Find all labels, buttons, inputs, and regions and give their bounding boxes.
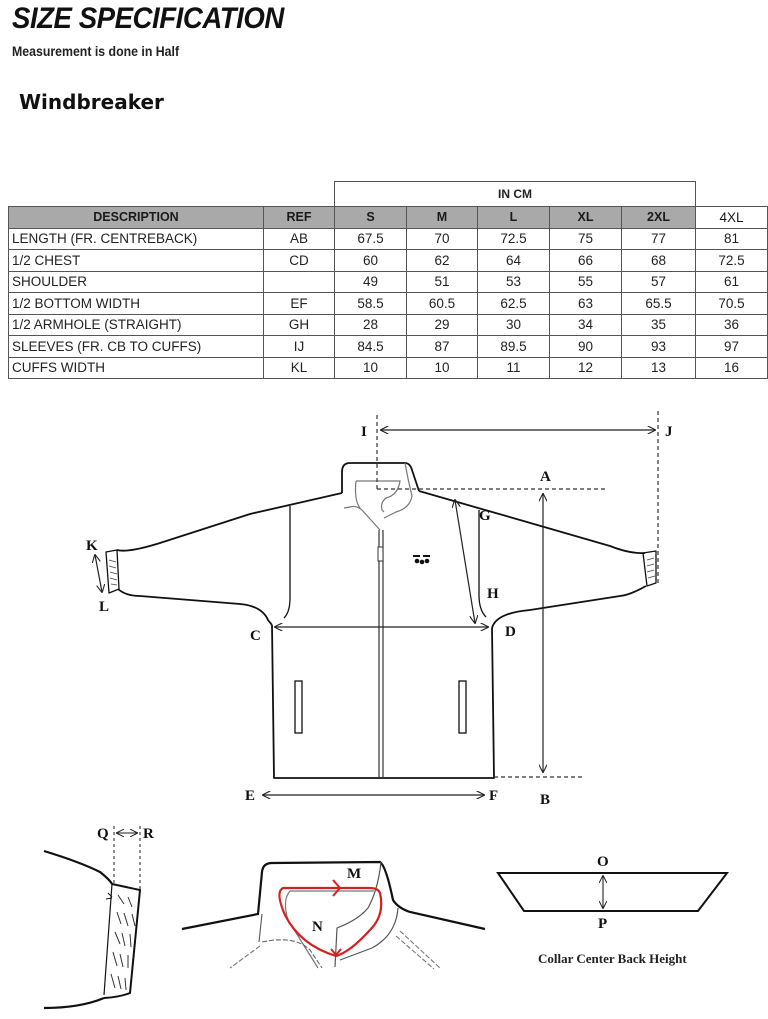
guide-lines (377, 411, 658, 777)
point-label-i: I (361, 424, 367, 440)
cell-2xl: 93 (622, 336, 696, 358)
column-header-2xl: 2XL (622, 207, 696, 229)
cell-xl: 55 (550, 271, 622, 293)
cell-2xl: 77 (622, 228, 696, 250)
column-header-m: M (407, 207, 478, 229)
cell-s: 10 (335, 357, 407, 379)
column-header-description: DESCRIPTION (9, 207, 264, 229)
row-description: 1/2 CHEST (9, 250, 264, 272)
cell-4xl: 72.5 (696, 250, 768, 272)
cell-4xl: 16 (696, 357, 768, 379)
collar-caption: Collar Center Back Height (538, 951, 687, 966)
row-description: CUFFS WIDTH (9, 357, 264, 379)
point-label-e: E (245, 788, 256, 804)
cell-m: 70 (407, 228, 478, 250)
column-header-ref: REF (264, 207, 335, 229)
point-label-l: L (99, 599, 110, 615)
cell-m: 87 (407, 336, 478, 358)
jacket-outline (106, 463, 656, 778)
row-ref: CD (264, 250, 335, 272)
column-header-s: S (335, 207, 407, 229)
left-pocket (295, 681, 302, 733)
page-title: SIZE SPECIFICATION (12, 2, 284, 35)
cell-m: 10 (407, 357, 478, 379)
cell-l: 89.5 (478, 336, 550, 358)
point-label-q: Q (97, 826, 109, 842)
row-description: 1/2 BOTTOM WIDTH (9, 293, 264, 315)
cell-l: 11 (478, 357, 550, 379)
cell-2xl: 13 (622, 357, 696, 379)
cell-xl: 12 (550, 357, 622, 379)
point-label-o: O (597, 854, 609, 870)
point-label-d: D (505, 624, 516, 640)
cell-4xl: 81 (696, 228, 768, 250)
cell-4xl: 61 (696, 271, 768, 293)
cuff-detail-diagram (44, 851, 140, 1008)
point-label-g: G (479, 508, 491, 524)
cell-s: 60 (335, 250, 407, 272)
cell-s: 28 (335, 314, 407, 336)
point-label-h: H (487, 586, 499, 602)
row-ref: EF (264, 293, 335, 315)
cell-s: 84.5 (335, 336, 407, 358)
collar-measure-loop (279, 888, 381, 956)
cuff-ribbing (109, 558, 655, 585)
cell-4xl: 36 (696, 314, 768, 336)
row-ref: IJ (264, 336, 335, 358)
zipper (378, 530, 383, 778)
cell-2xl: 35 (622, 314, 696, 336)
point-label-k: K (86, 538, 98, 554)
cell-4xl: 70.5 (696, 293, 768, 315)
cell-xl: 66 (550, 250, 622, 272)
point-label-p: P (598, 916, 608, 932)
garment-name: Windbreaker (19, 90, 164, 114)
right-pocket (459, 681, 466, 733)
cell-2xl: 68 (622, 250, 696, 272)
row-description: SLEEVES (FR. CB TO CUFFS) (9, 336, 264, 358)
cell-2xl: 65.5 (622, 293, 696, 315)
column-header-l: L (478, 207, 550, 229)
column-header-xl: XL (550, 207, 622, 229)
cell-s: 58.5 (335, 293, 407, 315)
point-label-r: R (143, 826, 154, 842)
cell-xl: 75 (550, 228, 622, 250)
cell-s: 67.5 (335, 228, 407, 250)
point-label-c: C (250, 628, 261, 644)
cell-l: 62.5 (478, 293, 550, 315)
point-label-n: N (312, 919, 323, 935)
cell-l: 53 (478, 271, 550, 293)
collar-detail-diagram (182, 862, 485, 969)
cell-s: 49 (335, 271, 407, 293)
measure-kl-arrow (95, 555, 102, 592)
row-description: SHOULDER (9, 271, 264, 293)
cell-m: 51 (407, 271, 478, 293)
row-ref: KL (264, 357, 335, 379)
point-label-b: B (540, 792, 551, 808)
row-description: 1/2 ARMHOLE (STRAIGHT) (9, 314, 264, 336)
row-ref: GH (264, 314, 335, 336)
measurement-note: Measurement is done in Half (12, 43, 180, 59)
cell-l: 30 (478, 314, 550, 336)
cell-2xl: 57 (622, 271, 696, 293)
cell-4xl: 97 (696, 336, 768, 358)
right-armhole-seam (479, 510, 486, 617)
cell-xl: 34 (550, 314, 622, 336)
cell-m: 29 (407, 314, 478, 336)
unit-label: IN CM (334, 181, 696, 206)
left-armhole-seam (284, 506, 290, 618)
measure-gh-arrow (455, 500, 475, 623)
cell-m: 62 (407, 250, 478, 272)
collar-shape-diagram (498, 873, 727, 911)
point-label-j: J (665, 424, 673, 440)
brand-logo-icon (413, 555, 430, 564)
collar-inner (344, 463, 412, 530)
point-label-m: M (347, 866, 362, 882)
row-ref: AB (264, 228, 335, 250)
point-label-f: F (489, 788, 499, 804)
row-description: LENGTH (FR. CENTREBACK) (9, 228, 264, 250)
cell-l: 64 (478, 250, 550, 272)
cell-xl: 90 (550, 336, 622, 358)
cell-m: 60.5 (407, 293, 478, 315)
cell-xl: 63 (550, 293, 622, 315)
point-label-a: A (540, 469, 551, 485)
column-header-4xl: 4XL (696, 207, 768, 229)
cell-l: 72.5 (478, 228, 550, 250)
